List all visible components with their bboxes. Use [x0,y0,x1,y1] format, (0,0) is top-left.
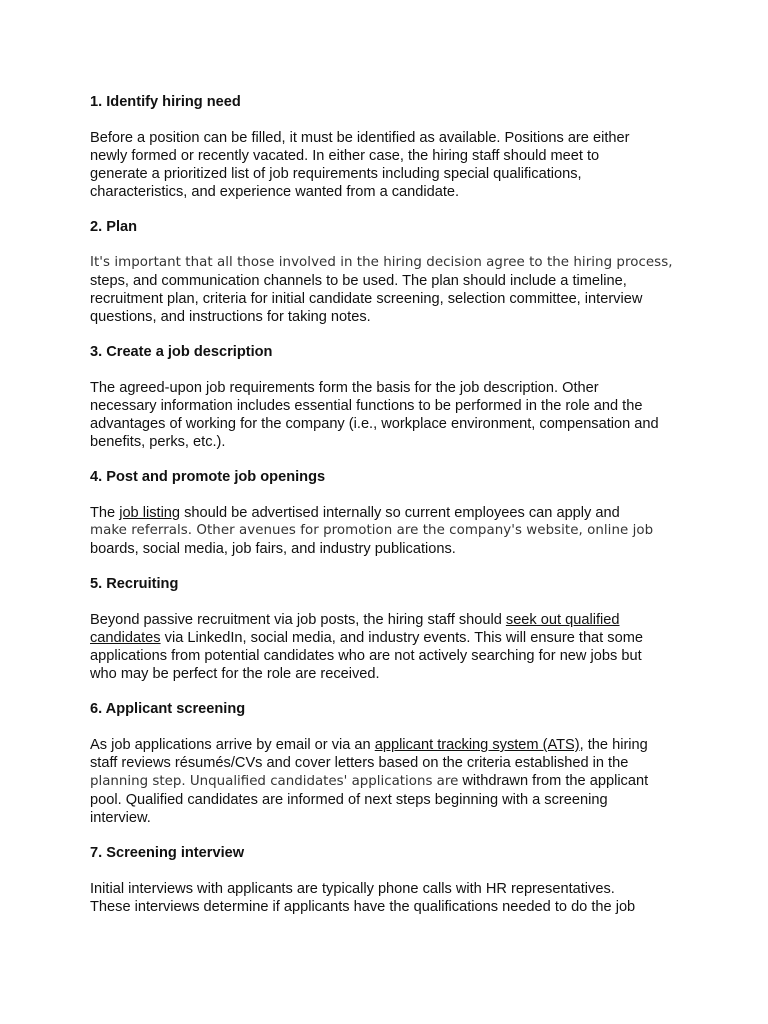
section-identify-hiring-need [90,93,690,201]
paragraph-line [90,611,690,629]
paragraph-line: newly formed or recently vacated. In either case, the hiring staff should meet to [90,148,600,164]
paragraph-line: boards, social media, job fairs, and industry publications. [90,541,456,557]
text-run: , the hiring [579,737,648,753]
section-post-promote [90,468,690,558]
text-run: withdrawn from the applicant [458,773,649,789]
section-heading: 5. Recruiting [90,576,179,592]
section-recruiting [90,575,690,683]
paragraph-line: staff reviews résumés/CVs and cover letters based on the criteria established in the [90,755,629,771]
document-body [90,93,690,933]
section-heading: 7. Screening interview [90,845,245,861]
section-paragraph [90,254,690,326]
section-heading: 4. Post and promote job openings [90,469,326,485]
paragraph-line [90,629,690,647]
paragraph-line: These interviews determine if applicants have the qualifications needed to do the job [90,899,636,915]
section-heading: 6. Applicant screening [90,701,246,717]
text-run: planning step. Unqualified candidates' applications are [90,774,459,789]
paragraph-line: steps, and communication channels to be used. The plan should include a timeline, [90,273,627,289]
paragraph-line: who may be perfect for the role are received. [90,666,380,682]
section-paragraph [90,129,690,201]
paragraph-line: generate a prioritized list of job requirements including special qualifications, [90,166,582,182]
paragraph-line: questions, and instructions for taking notes. [90,309,371,325]
section-plan [90,218,690,326]
job-listing-link[interactable]: job listing [119,505,181,521]
section-paragraph [90,736,690,827]
paragraph-line: benefits, perks, etc.). [90,434,226,450]
section-paragraph [90,504,690,558]
section-screening-interview [90,844,690,916]
paragraph-line: interview. [90,810,151,826]
paragraph-line: advantages of working for the company (i.e., workplace environment, compensation and [90,416,659,432]
paragraph-line: applications from potential candidates who are not actively searching for new jobs but [90,648,642,664]
section-heading: 3. Create a job description [90,344,273,360]
paragraph-line: necessary information includes essential functions to be performed in the role and the [90,398,643,414]
paragraph-line: make referrals. Other avenues for promotion are the company's website, online job [90,523,654,538]
section-heading: 1. Identify hiring need [90,94,241,110]
section-paragraph [90,880,690,916]
text-run: via LinkedIn, social media, and industry events. This will ensure that some [160,630,643,646]
ats-link[interactable]: applicant tracking system (ATS) [374,737,580,753]
section-applicant-screening [90,700,690,827]
paragraph-line [90,504,690,522]
seek-qualified-candidates-link-cont[interactable]: candidates [90,630,161,646]
text-run: The [90,505,120,521]
paragraph-line: recruitment plan, criteria for initial candidate screening, selection committee, interview [90,291,643,307]
section-paragraph [90,379,690,451]
paragraph-line [90,772,690,791]
paragraph-line: Initial interviews with applicants are typically phone calls with HR representatives. [90,881,615,897]
paragraph-line [90,736,690,754]
paragraph-line: pool. Qualified candidates are informed of next steps beginning with a screening [90,792,608,808]
seek-qualified-candidates-link[interactable]: seek out qualified [505,612,620,628]
paragraph-line: It's important that all those involved in the hiring decision agree to the hiring process, [90,255,673,270]
paragraph-line: The agreed-upon job requirements form the basis for the job description. Other [90,380,599,396]
text-run: Beyond passive recruitment via job posts, the hiring staff should [90,612,506,628]
paragraph-line: characteristics, and experience wanted from a candidate. [90,184,460,200]
text-run: As job applications arrive by email or via an [90,737,375,753]
section-paragraph [90,611,690,683]
paragraph-line: Before a position can be filled, it must be identified as available. Positions are either [90,130,630,146]
section-heading: 2. Plan [90,219,138,235]
text-run: should be advertised internally so current employees can apply and [180,505,620,521]
section-create-job-description [90,343,690,451]
